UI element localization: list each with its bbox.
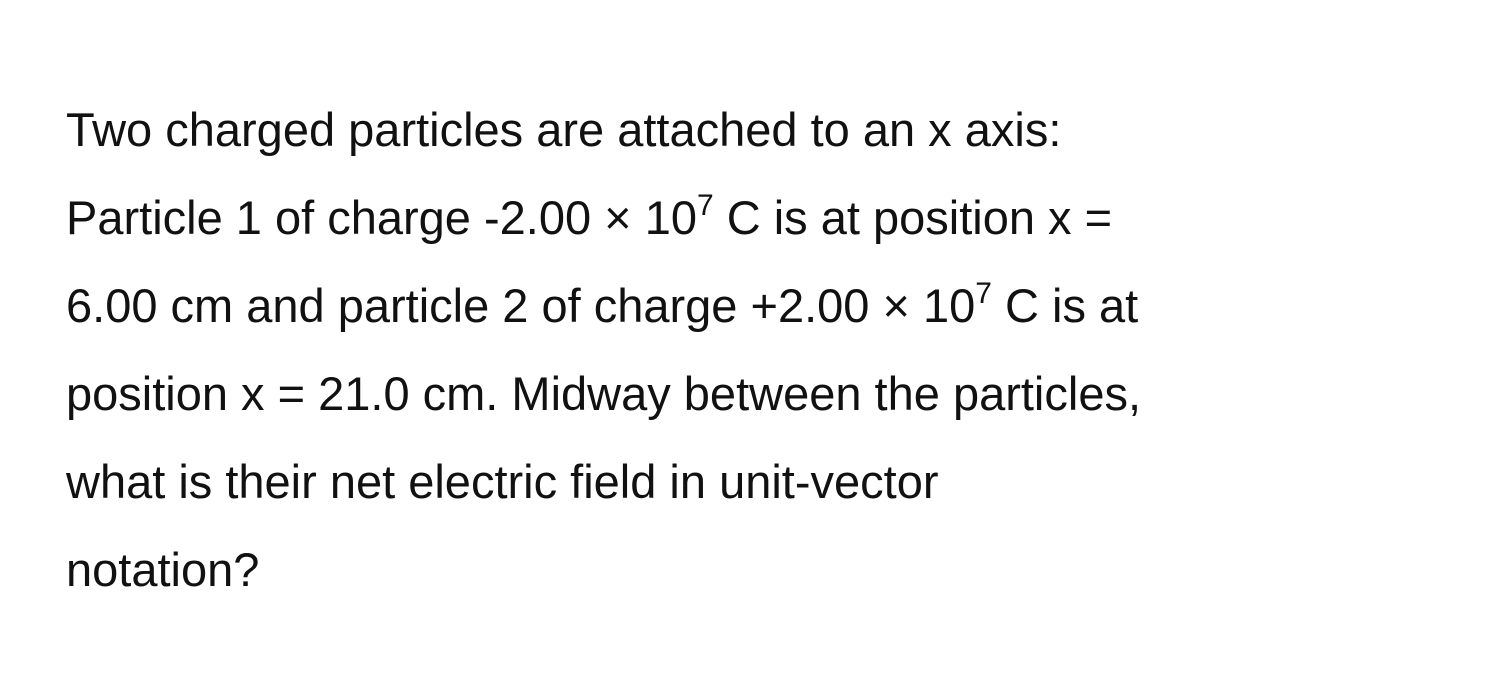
problem-line-4: position x = 21.0 cm. Midway between the particles,: [66, 367, 1142, 420]
problem-line-1: Two charged particles are attached to an x axis:: [66, 103, 1062, 156]
problem-line-3: 6.00 cm and particle 2 of charge $+2.00 \times 10^7$ C is at: [66, 277, 1139, 332]
exponent: 7: [975, 277, 992, 310]
problem-line-6: notation?: [66, 543, 260, 596]
exponent: 7: [696, 189, 714, 222]
problem-line-2: Particle 1 of charge $-2.00 \times 10^7$ C is at position x =: [66, 189, 1113, 244]
problem-text: [66, 86, 1446, 614]
problem-line-5: what is their net electric field in unit-vector: [66, 455, 939, 508]
